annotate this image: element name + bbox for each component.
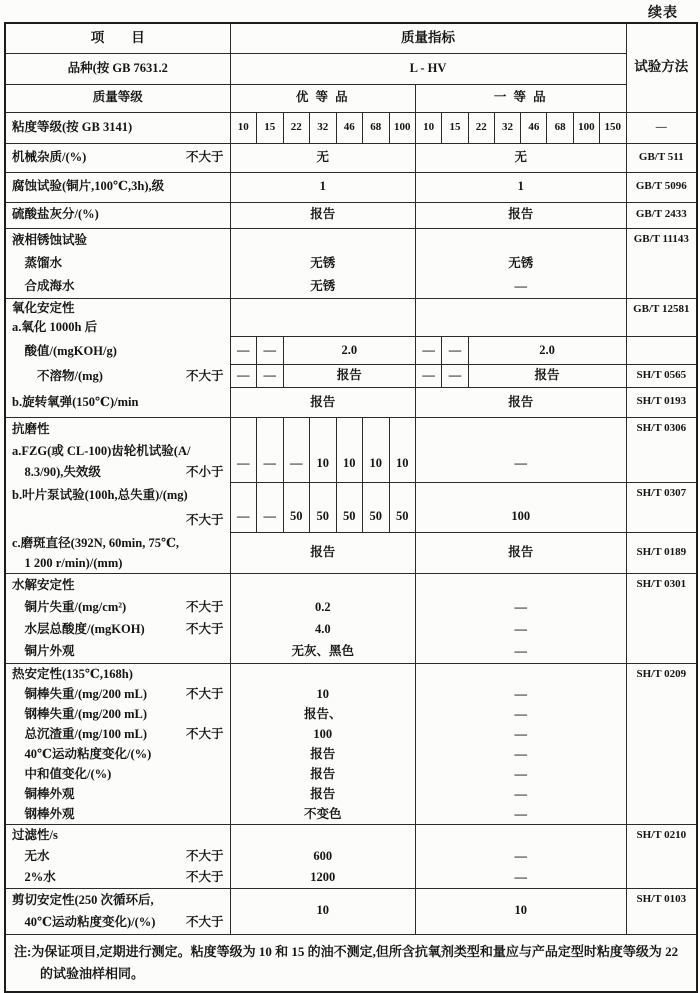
shear-label xyxy=(5,888,230,934)
insoluble-method: SH/T 0565 xyxy=(626,365,697,388)
antiwear-label xyxy=(5,417,230,573)
table-line: 抗磨性 xyxy=(12,421,50,436)
viscosity-grade-cell: 150 xyxy=(600,112,626,143)
vane-premium-cell: 50 xyxy=(363,482,390,532)
table-line: 报告 xyxy=(310,746,336,761)
shear-method: SH/T 0103 xyxy=(626,888,697,934)
table-line: 铜棒外观 xyxy=(12,786,75,801)
table-line: 过滤性/s xyxy=(12,827,58,842)
table-line: 报告 xyxy=(310,786,336,801)
mechanical-label-text: 机械杂质/(%) xyxy=(12,149,87,164)
table-line xyxy=(231,574,416,596)
thermal-first xyxy=(416,663,627,824)
col-header-item: 项 目 xyxy=(5,23,230,53)
table-line: — xyxy=(514,848,528,863)
table-line: 水解安定性 xyxy=(12,577,75,592)
table-line: 40℃运动粘度变化)/(%) 不大于 xyxy=(12,914,224,929)
grade-label: 质量等级 xyxy=(5,84,230,112)
table-line: a.FZG(或 CL-100)齿轮机试验(A/ xyxy=(12,443,191,458)
sulfate-ash-premium: 报告 xyxy=(230,202,416,228)
acid-first-dash: — xyxy=(442,336,468,364)
row-note xyxy=(5,934,697,992)
table-line: 钢棒失重/(mg/200 mL) xyxy=(12,706,148,721)
table-line: — xyxy=(514,599,528,614)
vane-premium-cell: 50 xyxy=(336,482,363,532)
quality-spec-table xyxy=(4,22,698,993)
table-line: — xyxy=(514,746,528,761)
antiwear-method: SH/T 0306 xyxy=(626,417,697,482)
fzg-premium-cell: 10 xyxy=(363,417,390,482)
table-line: 不溶物/(mg) 不大于 xyxy=(12,368,224,383)
viscosity-grade-cell: 10 xyxy=(416,112,442,143)
corrosion-method: GB/T 5096 xyxy=(626,172,697,202)
table-line: 1200 xyxy=(310,869,336,884)
table-line: 合成海水 xyxy=(12,278,75,293)
viscosity-grade-cell: 46 xyxy=(521,112,547,143)
sulfate-ash-first: 报告 xyxy=(416,202,627,228)
table-line: 无灰、黑色 xyxy=(291,643,354,658)
acid-first-dash: — xyxy=(416,336,442,364)
table-line: 0.2 xyxy=(314,599,331,614)
thermal-method: SH/T 0209 xyxy=(626,663,697,824)
filterability-method: SH/T 0210 xyxy=(626,824,697,888)
first-grade-header: 一 等 品 xyxy=(416,84,627,112)
mechanical-first: 无 xyxy=(416,143,627,172)
table-line: 铜片失重/(mg/cm²) 不大于 xyxy=(12,599,224,614)
viscosity-grade-cell: 22 xyxy=(283,112,310,143)
table-line: — xyxy=(514,686,528,701)
table-line: 氧化安定性 xyxy=(12,300,75,315)
viscosity-grade-cell: 15 xyxy=(442,112,468,143)
table-line: — xyxy=(514,643,528,658)
table-line: 钢棒外观 xyxy=(12,806,75,821)
viscosity-grade-cell: 32 xyxy=(494,112,520,143)
table-line: 不大于 xyxy=(185,512,224,527)
table-line: — xyxy=(514,726,528,741)
row-shear xyxy=(5,888,697,934)
insoluble-premium-dash: — xyxy=(257,365,284,388)
table-note: 注:为保证项目,定期进行测定。粘度等级为 10 和 15 的油不测定,但所含抗氧剂类型和量应与产品定型时粘度等级为 22 的试验油样相同。 xyxy=(5,934,697,992)
rotary-bomb-method: SH/T 0193 xyxy=(626,388,697,417)
table-line: 无锈 xyxy=(310,255,336,270)
viscosity-grade-cell: 100 xyxy=(389,112,416,143)
table-line: a.氧化 1000h 后 xyxy=(12,319,98,334)
table-line: 蒸馏水 xyxy=(12,255,63,270)
corrosion-premium: 1 xyxy=(230,172,416,202)
viscosity-grade-cell: 46 xyxy=(336,112,363,143)
oxidation-first-empty xyxy=(416,298,627,336)
mechanical-method: GB/T 511 xyxy=(626,143,697,172)
viscosity-grade-cell: 15 xyxy=(257,112,284,143)
acid-premium-value: 2.0 xyxy=(283,336,416,364)
oxidation-method: GB/T 12581 xyxy=(626,298,697,336)
viscosity-grade-cell: 22 xyxy=(468,112,494,143)
fzg-premium-cell: 10 xyxy=(389,417,416,482)
vane-first-cell: 100 xyxy=(416,482,627,532)
row-oxidation-header xyxy=(5,298,697,336)
vane-premium-cell: — xyxy=(257,482,284,532)
table-line xyxy=(231,825,416,846)
rust-method: GB/T 11143 xyxy=(626,228,697,298)
viscosity-grade-label: 粘度等级(按 GB 3141) xyxy=(5,112,230,143)
oxidation-premium-empty xyxy=(230,298,416,336)
row-hydrolytic xyxy=(5,573,697,663)
table-line: — xyxy=(514,806,528,821)
table-line: 8.3/90),失效级 不小于 xyxy=(12,464,224,479)
sulfate-ash-method: GB/T 2433 xyxy=(626,202,697,228)
wear-scar-first: 报告 xyxy=(416,533,627,573)
table-line xyxy=(416,574,626,596)
vane-premium-cell: 50 xyxy=(283,482,310,532)
header-row-1 xyxy=(5,23,697,53)
fzg-first-cell: — xyxy=(416,417,627,482)
mechanical-premium: 无 xyxy=(230,143,416,172)
insoluble-first-dash: — xyxy=(416,365,442,388)
variety-value: L - HV xyxy=(230,53,626,84)
table-line: 2%水 不大于 xyxy=(12,869,224,884)
table-line: 铜棒失重/(mg/200 mL) 不大于 xyxy=(12,686,224,701)
acid-premium-dash: — xyxy=(230,336,257,364)
table-line: — xyxy=(514,766,528,781)
filterability-first xyxy=(416,824,627,888)
row-sulfate-ash xyxy=(5,202,697,228)
table-line: — xyxy=(514,786,528,801)
oxidation-label xyxy=(5,298,230,417)
shear-premium: 10 xyxy=(230,888,416,934)
table-line xyxy=(231,664,416,684)
mechanical-qualifier: 不大于 xyxy=(185,149,224,164)
row-thermal xyxy=(5,663,697,824)
table-line: 总沉渣重/(mg/100 mL) 不大于 xyxy=(12,726,224,741)
rust-first xyxy=(416,228,627,298)
hydrolytic-first xyxy=(416,573,627,663)
table-line: 无锈 xyxy=(310,278,336,293)
fzg-premium-cell: — xyxy=(230,417,257,482)
fzg-premium-cell: — xyxy=(257,417,284,482)
table-line: b.叶片泵试验(100h,总失重)/(mg) xyxy=(12,487,188,502)
insoluble-first-value: 报告 xyxy=(468,365,626,388)
thermal-label xyxy=(5,663,230,824)
vane-method: SH/T 0307 xyxy=(626,482,697,532)
insoluble-first-dash: — xyxy=(442,365,468,388)
rotary-bomb-premium: 报告 xyxy=(230,388,416,417)
table-line: — xyxy=(514,869,528,884)
viscosity-grade-cell: 32 xyxy=(310,112,337,143)
filterability-premium xyxy=(230,824,416,888)
viscosity-grade-cell: 68 xyxy=(547,112,573,143)
fzg-premium-cell: 10 xyxy=(310,417,337,482)
insoluble-premium-dash: — xyxy=(230,365,257,388)
table-line: 液相锈蚀试验 xyxy=(12,232,88,247)
spec-table-wrapper xyxy=(4,22,698,993)
shear-first: 10 xyxy=(416,888,627,934)
continued-table-label: 续表 xyxy=(648,6,678,21)
table-line: 10 xyxy=(316,686,329,701)
table-line: 40℃运动粘度变化/(%) xyxy=(12,746,152,761)
corrosion-first: 1 xyxy=(416,172,627,202)
filterability-label xyxy=(5,824,230,888)
table-line: — xyxy=(514,621,528,636)
header-row-grade xyxy=(5,84,697,112)
table-line: 热安定性(135℃,168h) xyxy=(12,666,133,681)
table-line: — xyxy=(514,706,528,721)
row-rust xyxy=(5,228,697,298)
table-line: 100 xyxy=(313,726,333,741)
table-line xyxy=(416,664,626,684)
viscosity-method-cell: — xyxy=(626,112,697,143)
rust-premium xyxy=(230,228,416,298)
variety-label: 品种(按 GB 7631.2 xyxy=(5,53,230,84)
thermal-premium xyxy=(230,663,416,824)
viscosity-grade-cell: 68 xyxy=(363,112,390,143)
acid-first-value: 2.0 xyxy=(468,336,626,364)
table-line: 4.0 xyxy=(314,621,331,636)
viscosity-grade-cell: 100 xyxy=(573,112,599,143)
vane-premium-cell: 50 xyxy=(389,482,416,532)
table-line: 铜片外观 xyxy=(12,643,75,658)
viscosity-grade-cell: 10 xyxy=(230,112,257,143)
col-header-method: 试验方法 xyxy=(626,23,697,112)
table-line: b.旋转氧弹(150℃)/min xyxy=(12,394,139,409)
fzg-premium-cell: 10 xyxy=(336,417,363,482)
table-line: 报告、 xyxy=(303,706,342,721)
vane-premium-cell: 50 xyxy=(310,482,337,532)
table-line: 1 200 r/min)/(mm) xyxy=(12,555,123,570)
acid-method xyxy=(626,336,697,364)
table-line: 水层总酸度/(mgKOH) 不大于 xyxy=(12,621,224,636)
hydrolytic-label xyxy=(5,573,230,663)
table-line: — xyxy=(514,278,528,293)
wear-scar-method: SH/T 0189 xyxy=(626,533,697,573)
table-line xyxy=(416,825,626,846)
rotary-bomb-first: 报告 xyxy=(416,388,627,417)
table-line: 无锈 xyxy=(508,255,534,270)
table-line: 600 xyxy=(313,848,333,863)
table-line: 不变色 xyxy=(303,806,342,821)
mechanical-label xyxy=(5,143,230,172)
table-line: 中和值变化/(%) xyxy=(12,766,112,781)
table-line: 酸值/(mgKOH/g) xyxy=(12,343,117,358)
row-filterability xyxy=(5,824,697,888)
acid-premium-dash: — xyxy=(257,336,284,364)
hydrolytic-method: SH/T 0301 xyxy=(626,573,697,663)
hydrolytic-premium xyxy=(230,573,416,663)
table-line: c.磨斑直径(392N, 60min, 75℃, xyxy=(12,535,180,550)
corrosion-label: 腐蚀试验(铜片,100℃,3h),级 xyxy=(5,172,230,202)
header-row-variety xyxy=(5,53,697,84)
insoluble-premium-value: 报告 xyxy=(283,365,416,388)
wear-scar-premium: 报告 xyxy=(230,533,416,573)
row-corrosion xyxy=(5,172,697,202)
col-header-quality: 质量指标 xyxy=(230,23,626,53)
row-mechanical xyxy=(5,143,697,172)
fzg-premium-cell: — xyxy=(283,417,310,482)
rust-label xyxy=(5,228,230,298)
table-line: 无水 不大于 xyxy=(12,848,224,863)
table-line: 报告 xyxy=(310,766,336,781)
table-line xyxy=(416,229,626,252)
vane-premium-cell: — xyxy=(230,482,257,532)
table-line: 剪切安定性(250 次循环后, xyxy=(12,892,154,907)
viscosity-grade-row xyxy=(5,112,697,143)
sulfate-ash-label: 硫酸盐灰分/(%) xyxy=(5,202,230,228)
table-line xyxy=(231,229,416,252)
row-antiwear-fzg xyxy=(5,417,697,482)
premium-grade-header: 优 等 品 xyxy=(230,84,416,112)
